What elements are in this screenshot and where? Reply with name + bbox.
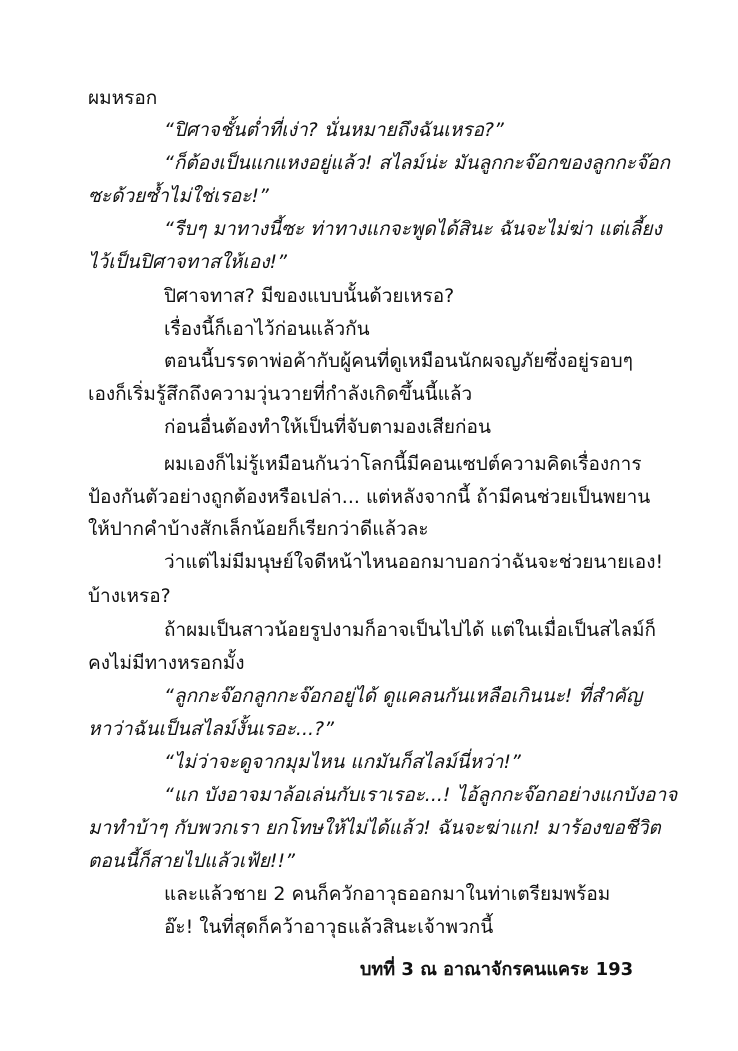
- text-line: “ลูกกะจ๊อกลูกกะจ๊อกอยู่ได้ ดูแคลนกันเหลือเกินนะ! ที่สำคัญ: [164, 685, 643, 707]
- text-line: “ไม่ว่าจะดูจากมุมไหน แกมันก็สไลม์นี่หว่า!”: [164, 751, 521, 773]
- text-line: คงไม่มีทางหรอกมั้ง: [88, 652, 245, 674]
- text-line: อ๊ะ! ในที่สุดก็คว้าอาวุธแล้วสินะเจ้าพวกนี้: [164, 916, 494, 938]
- text-line: หาว่าฉันเป็นสไลม์งั้นเรอะ...?”: [88, 718, 334, 740]
- text-line: “แก บังอาจมาล้อเล่นกับเราเรอะ...! ไอ้ลูกกะจ๊อกอย่างแกบังอาจ: [164, 784, 678, 806]
- text-line: ก่อนอื่นต้องทำให้เป็นที่จับตามองเสียก่อน: [164, 416, 491, 438]
- text-line: ผมหรอก: [88, 87, 158, 109]
- text-line: และแล้วชาย 2 คนก็ควักอาวุธออกมาในท่าเตรียมพร้อม: [164, 883, 611, 905]
- text-line: ซะด้วยซ้ำไม่ใช่เรอะ!”: [88, 185, 269, 207]
- text-line: ปิศาจทาส? มีของแบบนั้นด้วยเหรอ?: [164, 285, 455, 307]
- text-line: ถ้าผมเป็นสาวน้อยรูปงามก็อาจเป็นไปได้ แต่ในเมื่อเป็นสไลม์ก็: [164, 619, 657, 641]
- text-line: ตอนนี้ก็สายไปแล้วเฟ้ย!!”: [88, 850, 295, 872]
- text-line: ว่าแต่ไม่มีมนุษย์ใจดีหน้าไหนออกมาบอกว่าฉันจะช่วยนายเอง!: [164, 551, 664, 573]
- text-line: ผมเองก็ไม่รู้เหมือนกันว่าโลกนี้มีคอนเซปต์ความคิดเรื่องการ: [164, 453, 642, 475]
- text-line: ให้ปากคำบ้างสักเล็กน้อยก็เรียกว่าดีแล้วละ: [88, 518, 429, 540]
- text-line: เรื่องนี้ก็เอาไว้ก่อนแล้วกัน: [164, 318, 370, 340]
- text-line: ป้องกันตัวอย่างถูกต้องหรือเปล่า... แต่หลังจากนี้ ถ้ามีคนช่วยเป็นพยาน: [88, 486, 651, 508]
- text-line: ไว้เป็นปิศาจทาสให้เอง!”: [88, 251, 287, 273]
- text-line: มาทำบ้าๆ กับพวกเรา ยกโทษให้ไม่ได้แล้ว! ฉันจะฆ่าแก! มาร้องขอชีวิต: [88, 817, 661, 839]
- text-line: บ้างเหรอ?: [88, 585, 171, 607]
- text-line: เองก็เริ่มรู้สึกถึงความวุ่นวายที่กำลังเกิดขึ้นนี้แล้ว: [88, 383, 473, 405]
- text-line: “ปิศาจชั้นต่ำที่เง่า? นั่นหมายถึงฉันเหรอ?”: [164, 119, 504, 141]
- text-line: ตอนนี้บรรดาพ่อค้ากับผู้คนที่ดูเหมือนนักผจญภัยซึ่งอยู่รอบๆ: [164, 350, 633, 372]
- text-line: “ก็ต้องเป็นแกแหงอยู่แล้ว! สไลม์น่ะ มันลูกกะจ๊อกของลูกกะจ๊อก: [164, 152, 671, 174]
- page-footer: บทที่ 3 ณ อาณาจักรคนแคระ 193: [360, 959, 634, 980]
- text-line: “รีบๆ มาทางนี้ซะ ท่าทางแกจะพูดได้สินะ ฉันจะไม่ฆ่า แต่เลี้ยง: [164, 218, 662, 240]
